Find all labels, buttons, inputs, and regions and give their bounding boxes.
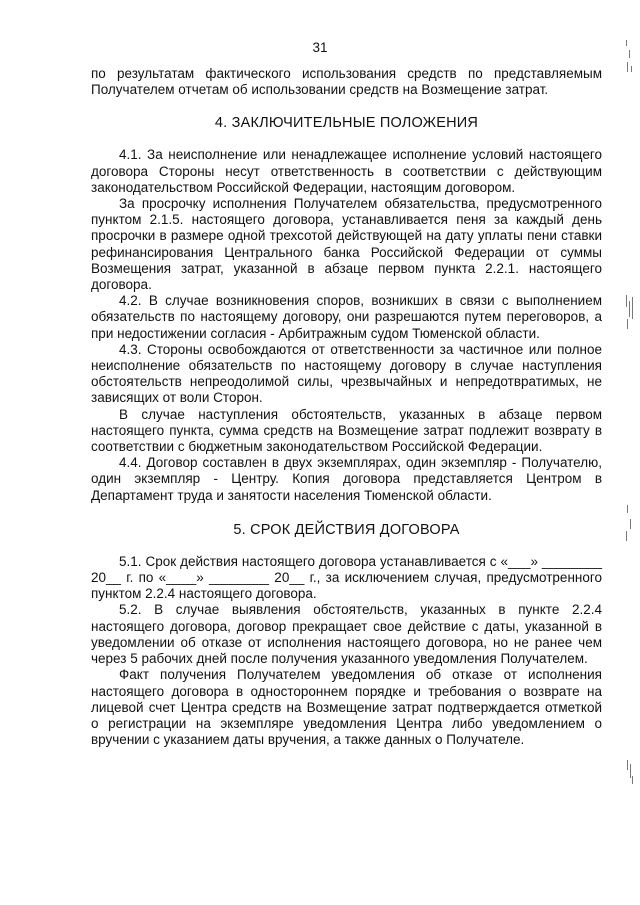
paragraph-5-2: 5.2. В случае выявления обстоятельств, указанных в пункте 2.2.4 настоящего договора, договор прекращает свое действие с даты, указанной в уведомлении об отказе от исполнения настоящего договора, но не ранее чем через 5 рабочих дней после получения указанного уведомления Получателем. [91, 602, 602, 667]
paragraph-4-1: 4.1. За неисполнение или ненадлежащее исполнение условий настоящего договора Стороны несут ответственность в соответствии с действующим законодательством Российской Федерации, настоящим договором. [91, 147, 602, 195]
paragraph-continuation: по результатам фактического использования средств по представляемым Получателем отчетам об использовании средств на Возмещение затрат. [91, 66, 602, 98]
paragraph-5-2-notice: Факт получения Получателем уведомления об отказе от исполнения настоящего договора в одностороннем порядке и требования о возврате на лицевой счет Центра средств на Возмещение затрат подтверждается отметкой о регистрации на экземпляре уведомления Центра либо уведомлением о вручении с указанием даты вручения, а также данных о Получателе. [91, 667, 602, 748]
paragraph-4-3: 4.3. Стороны освобождаются от ответственности за частичное или полное неисполнение обязательств по настоящему договору в случае наступления обстоятельств непреодолимой силы, чрезвычайных и непредотвратимых, не зависящих от воли Сторон. [91, 341, 602, 406]
document-body [91, 66, 602, 748]
paragraph-4-2: 4.2. В случае возникновения споров, возникших в связи с выполнением обязательств по настоящему договору, они разрешаются путем переговоров, а при недостижении согласия - Арбитражным судом Тюменской области. [91, 293, 602, 341]
section-5-title: 5. СРОК ДЕЙСТВИЯ ДОГОВОРА [233, 521, 460, 538]
scan-mark-middle [624, 295, 634, 335]
scan-mark-top [624, 40, 634, 80]
paragraph-5-1: 5.1. Срок действия настоящего договора устанавливается с «___» ________ 20__ г. по «____» ________ 20__ г., за исключением случая, предусмотренного пунктом 2.2.4 настоящего договора. [91, 553, 602, 602]
paragraph-4-3-refund: В случае наступления обстоятельств, указанных в абзаце первом настоящего пункта, сумма средств на Возмещение затрат подлежит возврату в соответствии с бюджетным законодательством Российской Федерации. [91, 406, 602, 455]
section-4-title: 4. ЗАКЛЮЧИТЕЛЬНЫЕ ПОЛОЖЕНИЯ [214, 115, 479, 132]
scan-mark-bottom [624, 760, 634, 790]
page-number: 31 [312, 40, 328, 55]
paragraph-4-4: 4.4. Договор составлен в двух экземплярах, один экземпляр - Получателю, один экземпляр - Центру. Копия договора представляется Центром в Департамент труда и занятости населения Тюменской области. [91, 455, 602, 503]
paragraph-4-1-penalty: За просрочку исполнения Получателем обязательства, предусмотренного пунктом 2.1.5. настоящего договора, устанавливается пеня за каждый день просрочки в размере одной трехсотой действующей на дату уплаты пени ставки рефинансирования Центрального банка Российской Федерации от суммы Возмещения затрат, указанной в абзаце первом пункта 2.2.1. настоящего договора. [91, 196, 602, 293]
scan-mark-lower [624, 505, 634, 545]
